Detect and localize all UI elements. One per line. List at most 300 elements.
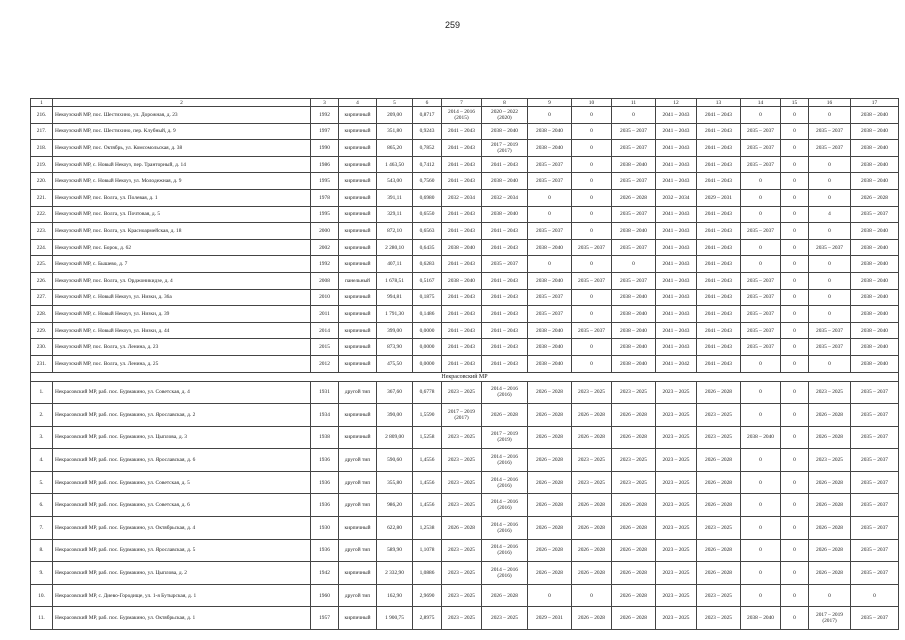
table-cell: 2023 – 2025 — [442, 562, 482, 585]
table-cell: 1,4556 — [413, 494, 442, 517]
table-cell: 2032 – 2034 — [656, 189, 697, 206]
table-cell: 1 791,30 — [377, 306, 413, 323]
table-cell: 2023 – 2025 — [809, 381, 851, 404]
table-row — [31, 449, 899, 472]
table-cell: 0,7560 — [413, 173, 442, 190]
table-cell: 2026 – 2028 — [612, 189, 656, 206]
table-cell: 0 — [809, 173, 851, 190]
table-cell: 2010 — [311, 289, 339, 306]
table-cell: 1936 — [311, 449, 339, 472]
table-cell: 1986 — [311, 156, 339, 173]
register-table-container — [30, 98, 888, 630]
table-row — [31, 404, 899, 427]
column-number-header: 16 — [809, 99, 851, 107]
table-row — [31, 355, 899, 372]
table-cell: 2038 – 2040 — [741, 426, 781, 449]
table-row — [31, 107, 899, 124]
table-cell: 2035 – 2037 — [851, 562, 899, 585]
table-cell: 1 900,75 — [377, 607, 413, 630]
table-cell: 2026 – 2028 — [528, 426, 572, 449]
table-cell: 0 — [572, 306, 612, 323]
table-cell: кирпичный — [339, 322, 377, 339]
table-cell: 590,60 — [377, 449, 413, 472]
table-cell: кирпичный — [339, 306, 377, 323]
table-cell: 2026 – 2028 — [572, 517, 612, 540]
table-cell: кирпичный — [339, 256, 377, 273]
table-cell: 2017 – 2019 (2019) — [482, 426, 528, 449]
table-cell: 2035 – 2037 — [612, 272, 656, 289]
table-cell: 1978 — [311, 189, 339, 206]
table-cell: 0 — [781, 404, 809, 427]
table-cell: 865,20 — [377, 140, 413, 157]
table-cell: 231. — [31, 355, 53, 372]
table-cell: 0,9243 — [413, 123, 442, 140]
table-cell: 2041 – 2043 — [656, 173, 697, 190]
table-cell: 0 — [572, 223, 612, 240]
table-cell: 0,0000 — [413, 339, 442, 356]
table-cell: 2023 – 2025 — [482, 607, 528, 630]
table-cell: 2026 – 2028 — [612, 584, 656, 607]
table-cell: 2014 – 2016 (2016) — [482, 494, 528, 517]
table-cell: 0,6435 — [413, 239, 442, 256]
table-cell: 2041 – 2043 — [442, 123, 482, 140]
table-cell: 2041 – 2043 — [442, 306, 482, 323]
table-cell: 0 — [809, 584, 851, 607]
table-cell: 2035 – 2037 — [612, 123, 656, 140]
address-cell: Некоузский МР, пос. Волга, ул. Полевая, д. 1 — [53, 189, 311, 206]
table-cell: 0,6980 — [413, 189, 442, 206]
table-cell: кирпичный — [339, 426, 377, 449]
table-cell: 1942 — [311, 562, 339, 585]
table-cell: 2041 – 2043 — [656, 306, 697, 323]
table-cell: 2035 – 2037 — [851, 494, 899, 517]
table-cell: 0 — [781, 140, 809, 157]
table-cell: кирпичный — [339, 562, 377, 585]
table-cell: 1957 — [311, 607, 339, 630]
address-cell: Некоузский МР, пос. Волга, ул. Красноармейская, д. 18 — [53, 223, 311, 240]
table-cell: 0 — [572, 584, 612, 607]
table-cell: 2035 – 2037 — [528, 223, 572, 240]
table-cell: 1,1078 — [413, 539, 442, 562]
table-cell: 873,90 — [377, 339, 413, 356]
table-cell: кирпичный — [339, 355, 377, 372]
table-cell: 0 — [781, 339, 809, 356]
table-cell: 351,80 — [377, 123, 413, 140]
table-cell: 2035 – 2037 — [851, 404, 899, 427]
table-cell: 2026 – 2028 — [809, 494, 851, 517]
table-cell: 2041 – 2043 — [697, 107, 741, 124]
address-cell: Некоузский МР, пос. Шестихино, пер. Клубный, д. 9 — [53, 123, 311, 140]
table-cell: 2041 – 2043 — [482, 272, 528, 289]
address-cell: Некоузский МР, с. Новый Некоуз, ул. Низки, д. 39 — [53, 306, 311, 323]
column-number-header: 4 — [339, 99, 377, 107]
table-cell: 2 332,90 — [377, 562, 413, 585]
table-cell: 0 — [741, 173, 781, 190]
table-cell: 0 — [781, 449, 809, 472]
table-cell: 0 — [572, 123, 612, 140]
table-cell: 2023 – 2025 — [809, 449, 851, 472]
table-body — [31, 107, 899, 630]
table-row — [31, 173, 899, 190]
table-cell: другой тип — [339, 471, 377, 494]
table-cell: 2041 – 2043 — [442, 322, 482, 339]
column-number-header: 12 — [656, 99, 697, 107]
table-cell: 1997 — [311, 123, 339, 140]
table-cell: 2038 – 2040 — [528, 140, 572, 157]
table-cell: 2002 — [311, 239, 339, 256]
table-cell: 0 — [781, 189, 809, 206]
table-cell: 0 — [781, 239, 809, 256]
table-row — [31, 471, 899, 494]
address-cell: Некрасовский МР, раб. пос. Бурмакино, ул. Цыплова, д. 2 — [53, 562, 311, 585]
table-cell: 0 — [781, 584, 809, 607]
table-row — [31, 289, 899, 306]
table-cell: 2041 – 2043 — [482, 339, 528, 356]
table-cell: 2041 – 2043 — [482, 306, 528, 323]
table-cell: 2041 – 2043 — [482, 156, 528, 173]
table-cell: 2038 – 2040 — [528, 123, 572, 140]
table-cell: 10. — [31, 584, 53, 607]
table-cell: 1931 — [311, 381, 339, 404]
table-cell: 2041 – 2043 — [656, 256, 697, 273]
table-cell: 2038 – 2040 — [851, 339, 899, 356]
column-number-header: 3 — [311, 99, 339, 107]
table-cell: 2026 – 2028 — [612, 426, 656, 449]
table-cell: 355,80 — [377, 471, 413, 494]
table-cell: 2026 – 2028 — [612, 517, 656, 540]
table-row — [31, 539, 899, 562]
table-cell: 0 — [781, 156, 809, 173]
table-cell: 2038 – 2040 — [482, 173, 528, 190]
table-cell: 0 — [741, 256, 781, 273]
table-cell: 2,8975 — [413, 607, 442, 630]
table-cell: 2026 – 2028 — [809, 426, 851, 449]
table-cell: 0,6550 — [413, 206, 442, 223]
table-row — [31, 223, 899, 240]
table-cell: 2023 – 2025 — [656, 517, 697, 540]
table-cell: 0 — [781, 306, 809, 323]
table-cell: 0 — [781, 471, 809, 494]
table-cell: 2023 – 2025 — [656, 539, 697, 562]
table-cell: 2023 – 2025 — [442, 381, 482, 404]
table-cell: 2041 – 2043 — [697, 289, 741, 306]
table-cell: 0 — [809, 189, 851, 206]
table-cell: 2038 – 2040 — [612, 156, 656, 173]
table-cell: 2041 – 2043 — [656, 107, 697, 124]
table-cell: 2041 – 2043 — [442, 256, 482, 273]
table-cell: 2041 – 2043 — [442, 339, 482, 356]
table-cell: 0 — [781, 272, 809, 289]
table-cell: 0 — [809, 156, 851, 173]
table-row — [31, 206, 899, 223]
table-cell: 2035 – 2037 — [572, 322, 612, 339]
table-cell: другой тип — [339, 494, 377, 517]
table-cell: 0 — [612, 256, 656, 273]
table-cell: другой тип — [339, 381, 377, 404]
table-cell: кирпичный — [339, 107, 377, 124]
table-cell: 2023 – 2025 — [656, 426, 697, 449]
table-cell: 1990 — [311, 140, 339, 157]
table-cell: 2026 – 2028 — [851, 189, 899, 206]
table-cell: 2041 – 2043 — [697, 355, 741, 372]
table-cell: 217. — [31, 123, 53, 140]
table-cell: 2041 – 2043 — [656, 322, 697, 339]
table-cell: 2023 – 2025 — [656, 584, 697, 607]
column-number-header: 17 — [851, 99, 899, 107]
table-cell: 2023 – 2025 — [656, 404, 697, 427]
column-number-header: 5 — [377, 99, 413, 107]
table-cell: кирпичный — [339, 140, 377, 157]
table-cell: 0 — [781, 173, 809, 190]
address-cell: Некрасовский МР, раб. пос. Бурмакино, ул. Советская, д. 6 — [53, 494, 311, 517]
table-cell: 1992 — [311, 256, 339, 273]
table-cell: 0 — [572, 107, 612, 124]
table-row — [31, 517, 899, 540]
table-cell: 2038 – 2040 — [851, 355, 899, 372]
table-cell: 0 — [741, 355, 781, 372]
table-cell: 0 — [741, 494, 781, 517]
table-cell: 229. — [31, 322, 53, 339]
table-cell: 2023 – 2025 — [442, 607, 482, 630]
address-cell: Некоузский МР, с. Новый Некоуз, ул. Низки, д. 36а — [53, 289, 311, 306]
table-cell: 2026 – 2028 — [528, 562, 572, 585]
table-cell: 2035 – 2037 — [851, 471, 899, 494]
table-cell: 0 — [781, 289, 809, 306]
table-cell: 2029 – 2031 — [697, 189, 741, 206]
table-cell: 1 463,50 — [377, 156, 413, 173]
table-cell: 4. — [31, 449, 53, 472]
table-cell: 2041 – 2043 — [656, 206, 697, 223]
table-cell: 2026 – 2028 — [482, 584, 528, 607]
address-cell: Некоузский МР, с. Новый Некоуз, ул. Молодежная, д. 9 — [53, 173, 311, 190]
table-cell: кирпичный — [339, 239, 377, 256]
column-number-header: 14 — [741, 99, 781, 107]
table-cell: 2026 – 2028 — [809, 517, 851, 540]
table-cell: 220. — [31, 173, 53, 190]
table-cell: 2026 – 2028 — [482, 404, 528, 427]
table-cell: 2035 – 2037 — [851, 539, 899, 562]
column-number-header: 15 — [781, 99, 809, 107]
table-cell: 4 — [809, 206, 851, 223]
table-cell: 2041 – 2043 — [697, 239, 741, 256]
table-cell: 221. — [31, 189, 53, 206]
table-cell: 2038 – 2040 — [851, 140, 899, 157]
table-cell: панельный — [339, 272, 377, 289]
table-cell: 0 — [741, 381, 781, 404]
table-cell: 2017 – 2019 (2017) — [809, 607, 851, 630]
table-cell: 2041 – 2043 — [442, 206, 482, 223]
table-cell: 0 — [741, 107, 781, 124]
table-cell: 9. — [31, 562, 53, 585]
table-row — [31, 381, 899, 404]
table-cell: 0,6283 — [413, 256, 442, 273]
table-cell: другой тип — [339, 539, 377, 562]
table-cell: 2026 – 2028 — [612, 607, 656, 630]
table-cell: кирпичный — [339, 339, 377, 356]
address-cell: Некоузский МР, с. Новый Некоуз, пер. Транторный, д. 14 — [53, 156, 311, 173]
table-cell: 0 — [741, 584, 781, 607]
table-cell: 2023 – 2025 — [697, 404, 741, 427]
table-row — [31, 156, 899, 173]
table-cell: 0 — [741, 206, 781, 223]
table-cell: 2035 – 2037 — [482, 256, 528, 273]
table-cell: 0 — [741, 471, 781, 494]
page-number: 259 — [444, 20, 461, 30]
table-cell: 228. — [31, 306, 53, 323]
address-cell: Некрасовский МР, раб. пос. Бурмакино, ул. Ярославская, д. 2 — [53, 404, 311, 427]
table-cell: 2023 – 2025 — [442, 471, 482, 494]
table-cell: 0 — [781, 539, 809, 562]
table-cell: 2026 – 2028 — [528, 517, 572, 540]
table-cell: 2023 – 2025 — [572, 381, 612, 404]
table-cell: 2023 – 2025 — [442, 426, 482, 449]
table-cell: 2041 – 2043 — [482, 239, 528, 256]
table-cell: 2038 – 2040 — [442, 272, 482, 289]
table-cell: кирпичный — [339, 607, 377, 630]
table-cell: 2038 – 2040 — [851, 256, 899, 273]
table-cell: 2023 – 2025 — [442, 584, 482, 607]
address-cell: Некрасовский МР, раб. пос. Бурмакино, ул. Октябрьская, д. 1 — [53, 607, 311, 630]
table-cell: 0 — [781, 355, 809, 372]
table-cell: 1,0886 — [413, 562, 442, 585]
table-cell: 2038 – 2040 — [528, 322, 572, 339]
table-row — [31, 239, 899, 256]
table-cell: 2035 – 2037 — [572, 272, 612, 289]
table-cell: 2035 – 2037 — [851, 426, 899, 449]
table-cell: 2023 – 2025 — [612, 471, 656, 494]
table-cell: 0 — [528, 189, 572, 206]
table-cell: 0,8717 — [413, 107, 442, 124]
table-cell: 2032 – 2034 — [482, 189, 528, 206]
table-cell: 0 — [572, 339, 612, 356]
table-cell: 2 809,00 — [377, 426, 413, 449]
table-cell: 1,5258 — [413, 426, 442, 449]
table-cell: 2023 – 2025 — [442, 449, 482, 472]
table-cell: 219. — [31, 156, 53, 173]
table-cell: 0 — [781, 562, 809, 585]
table-cell: 2038 – 2040 — [612, 289, 656, 306]
table-cell: 0 — [781, 223, 809, 240]
table-row — [31, 306, 899, 323]
table-cell: 2017 – 2019 (2017) — [482, 140, 528, 157]
table-cell: 162,90 — [377, 584, 413, 607]
table-cell: 2035 – 2037 — [741, 306, 781, 323]
table-cell: 1995 — [311, 206, 339, 223]
table-cell: 2035 – 2037 — [741, 223, 781, 240]
table-cell: 2041 – 2043 — [482, 289, 528, 306]
address-cell: Некоузский МР, пос. Борок, д. 62 — [53, 239, 311, 256]
table-cell: 2038 – 2040 — [612, 223, 656, 240]
table-cell: 2023 – 2025 — [656, 471, 697, 494]
table-cell: 0 — [572, 140, 612, 157]
table-cell: 2035 – 2037 — [851, 381, 899, 404]
table-cell: 367,60 — [377, 381, 413, 404]
column-number-header: 7 — [442, 99, 482, 107]
table-cell: 1936 — [311, 494, 339, 517]
table-cell: 1 678,51 — [377, 272, 413, 289]
table-cell: 2038 – 2040 — [528, 272, 572, 289]
table-cell: кирпичный — [339, 404, 377, 427]
table-cell: 0 — [528, 584, 572, 607]
table-cell: 2023 – 2025 — [697, 517, 741, 540]
table-cell: 2041 – 2043 — [442, 223, 482, 240]
table-cell: 218. — [31, 140, 53, 157]
table-cell: 0 — [741, 404, 781, 427]
table-cell: 1930 — [311, 517, 339, 540]
table-cell: 2035 – 2037 — [741, 272, 781, 289]
table-cell: 225. — [31, 256, 53, 273]
table-cell: 2000 — [311, 223, 339, 240]
table-cell: 2035 – 2037 — [528, 156, 572, 173]
address-cell: Некрасовский МР, раб. пос. Бурмакино, ул. Советская, д. 4 — [53, 381, 311, 404]
column-number-header: 13 — [697, 99, 741, 107]
table-cell: 0 — [741, 517, 781, 540]
table-cell: 7. — [31, 517, 53, 540]
table-cell: 2026 – 2028 — [809, 539, 851, 562]
table-cell: 2026 – 2028 — [572, 539, 612, 562]
table-cell: 0 — [741, 449, 781, 472]
table-cell: 2035 – 2037 — [741, 123, 781, 140]
table-cell: 2038 – 2040 — [612, 355, 656, 372]
table-cell: 2041 – 2043 — [656, 289, 697, 306]
table-cell: кирпичный — [339, 517, 377, 540]
table-cell: 2026 – 2028 — [572, 494, 612, 517]
table-cell: 2035 – 2037 — [851, 206, 899, 223]
table-cell: 0 — [528, 107, 572, 124]
table-cell: 2035 – 2037 — [851, 517, 899, 540]
table-cell: кирпичный — [339, 189, 377, 206]
table-cell: 0 — [572, 189, 612, 206]
table-cell: 390,00 — [377, 404, 413, 427]
table-cell: 0 — [809, 272, 851, 289]
table-cell: 6. — [31, 494, 53, 517]
table-cell: 329,11 — [377, 206, 413, 223]
table-cell: 0,0000 — [413, 355, 442, 372]
table-cell: 5. — [31, 471, 53, 494]
table-cell: 2041 – 2043 — [697, 339, 741, 356]
table-cell: 2035 – 2037 — [741, 339, 781, 356]
table-cell: 1960 — [311, 584, 339, 607]
address-cell: Некоузский МР, пос. Волга, ул. Ленина, д. 23 — [53, 339, 311, 356]
table-cell: 2026 – 2028 — [528, 494, 572, 517]
address-cell: Некоузский МР, пос. Волга, ул. Почтовая, д. 5 — [53, 206, 311, 223]
table-cell: 2023 – 2025 — [697, 607, 741, 630]
table-cell: 2029 – 2031 — [528, 607, 572, 630]
table-cell: 3. — [31, 426, 53, 449]
address-cell: Некоузский МР, пос. Октябрь, ул. Комсомольская, д. 38 — [53, 140, 311, 157]
table-cell: 2015 — [311, 339, 339, 356]
address-cell: Некрасовский МР, раб. пос. Бурмакино, ул. Советская, д. 5 — [53, 471, 311, 494]
table-cell: 2041 – 2043 — [656, 156, 697, 173]
table-cell: 2038 – 2040 — [851, 223, 899, 240]
table-cell: 0 — [572, 173, 612, 190]
table-cell: 2026 – 2028 — [528, 381, 572, 404]
address-cell: Некрасовский МР, раб. пос. Бурмакино, ул. Ярославская, д. 5 — [53, 539, 311, 562]
table-cell: 1,2538 — [413, 517, 442, 540]
table-cell: 2026 – 2028 — [697, 494, 741, 517]
table-row — [31, 322, 899, 339]
table-cell: 2014 – 2016 (2016) — [482, 449, 528, 472]
table-cell: 209,00 — [377, 107, 413, 124]
table-cell: 2014 – 2016 (2016) — [482, 381, 528, 404]
register-table — [30, 98, 899, 630]
table-cell: 2026 – 2028 — [697, 562, 741, 585]
table-row — [31, 607, 899, 630]
table-cell: 1,4556 — [413, 449, 442, 472]
table-cell: 2041 – 2043 — [442, 156, 482, 173]
table-cell: 2038 – 2040 — [851, 156, 899, 173]
table-cell: 2041 – 2043 — [697, 123, 741, 140]
